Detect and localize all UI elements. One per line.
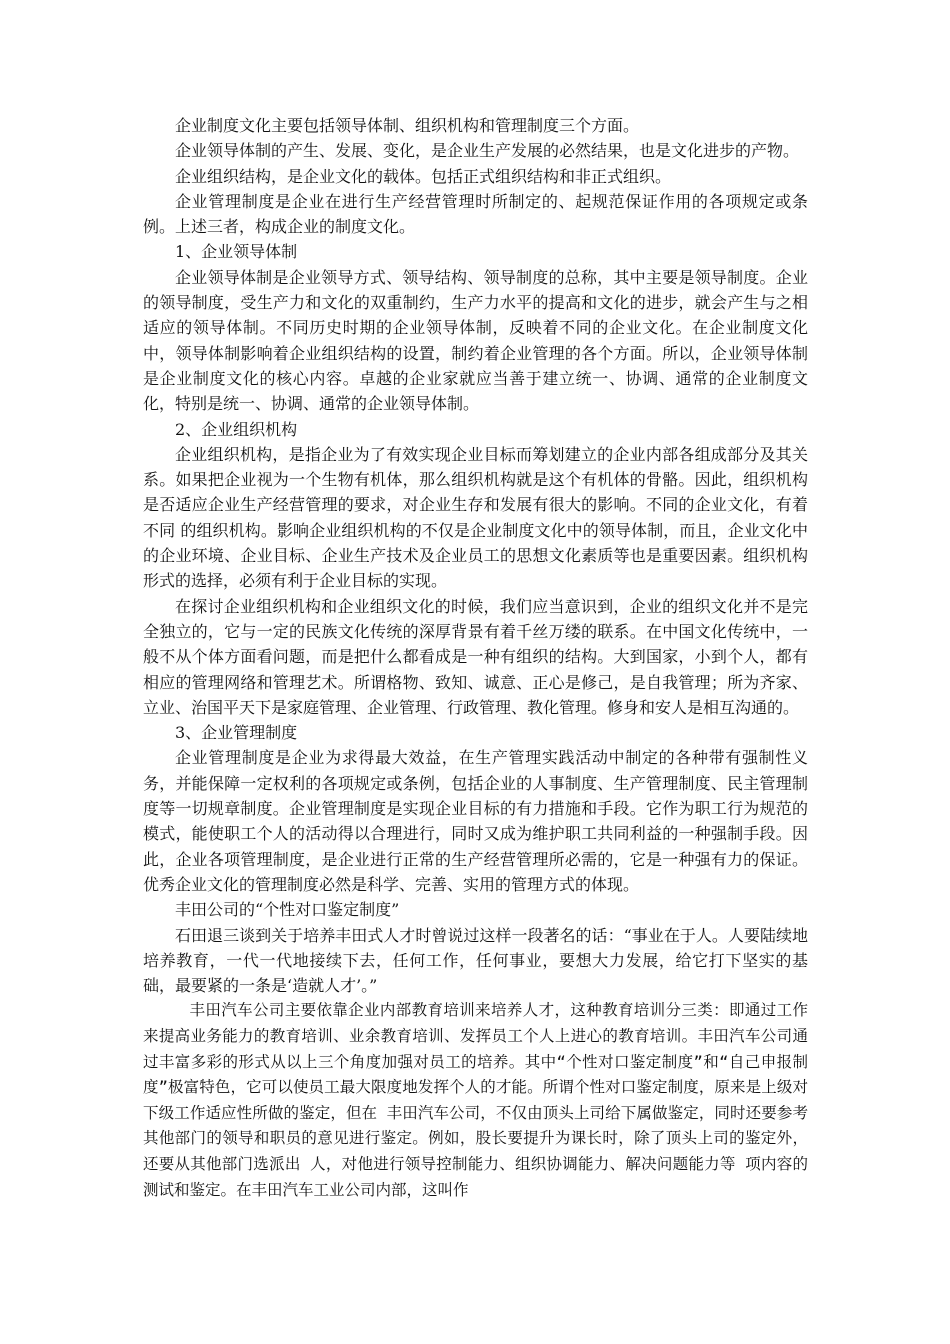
- section-heading-management: 3、企业管理制度: [175, 723, 298, 743]
- document-body: [143, 113, 808, 1203]
- paragraph-management-system: 企业管理制度是企业在进行生产经营管理时所制定的、起规范保证作用的各项规定或条例。上述三者，构成企业的制度文化。: [143, 191, 808, 237]
- paragraph-organization: 企业组织机构，是指企业为了有效实现企业目标而筹划建立的企业内部各组成部分及其关系。如果把企业视为一个生物有机体，那么组织机构就是这个有机体的骨骼。因此，组织机构是否适应企业生产经营管理的要求，对企业生存和发展有很大的影响。不同的企业文化，有着不同 的组织机构。影响企业组织机构的不仅是企业制度文化中的领导体制，而且，企业文化中的企业环境、企业目标、企业生产技术及企业员工的思想文化素质等也是重要因素。组织机构形式的选择，必须有利于企业目标的实现。: [143, 444, 808, 591]
- paragraph-leadership-origin: 企业领导体制的产生、发展、变化，是企业生产发展的必然结果，也是文化进步的产物。: [175, 141, 800, 161]
- paragraph-toyota-training: 丰田汽车公司主要依靠企业内部教育培训来培养人才，这种教育培训分三类：即通过工作来提高业务能力的教育培训、业余教育培训、发挥员工个人上进心的教育培训。丰田汽车公司通过丰富多彩的形式从以上三个角度加强对员工的培养。其中“个性对口鉴定制度”和“自己申报制度”极富特色，它可以使员工最大限度地发挥个人的才能。所谓个性对口鉴定制度，原来是上级对下级工作适应性所做的鉴定，但在 丰田汽车公司，不仅由顶头上司给下属做鉴定，同时还要参考其他部门的领导和职员的意见进行鉴定。例如，股长要提升为课长时，除了顶头上司的鉴定外，还要从其他部门选派出 人，对他进行领导控制能力、组织协调能力、解决问题能力等 项内容的测试和鉴定。在丰田汽车工业公司内部，这叫作: [143, 1001, 808, 1199]
- paragraph-organization-culture: 在探讨企业组织机构和企业组织文化的时候，我们应当意识到，企业的组织文化并不是完全独立的，它与一定的民族文化传统的深厚背景有着千丝万缕的联系。在中国文化传统中，一般不从个体方面看问题，而是把什么都看成是一种有组织的结构。大到国家，小到个人，都有相应的管理网络和管理艺术。所谓格物、致知、诚意、正心是修己，是自我管理；所为齐家、立业、治国平天下是家庭管理、企业管理、行政管理、教化管理。修身和安人是相互沟通的。: [143, 596, 808, 717]
- paragraph-management: 企业管理制度是企业为求得最大效益，在生产管理实践活动中制定的各种带有强制性义务，并能保障一定权利的各项规定或条例，包括企业的人事制度、生产管理制度、民主管理制度等一切规章制度。企业管理制度是实现企业目标的有力措施和手段。它作为职工行为规范的模式，能使职工个人的活动得以合理进行，同时又成为维护职工共同利益的一种强制手段。因此，企业各项管理制度，是企业进行正常的生产经营管理所必需的，它是一种强有力的保证。优秀企业文化的管理制度必然是科学、完善、实用的管理方式的体现。: [143, 748, 808, 894]
- section-heading-leadership: 1、企业领导体制: [175, 242, 298, 262]
- case-heading-toyota: 丰田公司的“个性对口鉴定制度”: [175, 900, 400, 920]
- paragraph-leadership: 企业领导体制是企业领导方式、领导结构、领导制度的总称，其中主要是领导制度。企业的领导制度，受生产力和文化的双重制约，生产力水平的提高和文化的进步，就会产生与之相适应的领导体制。不同历史时期的企业领导体制，反映着不同的企业文化。在企业制度文化中，领导体制影响着企业组织结构的设置，制约着企业管理的各个方面。所以，企业领导体制是企业制度文化的核心内容。卓越的企业家就应当善于建立统一、协调、通常的企业制度文化，特别是统一、协调、通常的企业领导体制。: [143, 267, 808, 414]
- section-heading-organization: 2、企业组织机构: [175, 419, 298, 439]
- paragraph-org-structure: 企业组织结构，是企业文化的载体。包括正式组织结构和非正式组织。: [175, 166, 672, 186]
- paragraph-ishida-quote: 石田退三谈到关于培养丰田式人才时曾说过这样一段著名的话：“事业在于人。人要陆续地培养教育，一代一代地接续下去，任何工作，任何事业，要想大力发展，给它打下坚实的基础，最要紧的一条是‘造就人才’。”: [143, 925, 808, 996]
- paragraph-intro: 企业制度文化主要包括领导体制、组织机构和管理制度三个方面。: [175, 116, 640, 135]
